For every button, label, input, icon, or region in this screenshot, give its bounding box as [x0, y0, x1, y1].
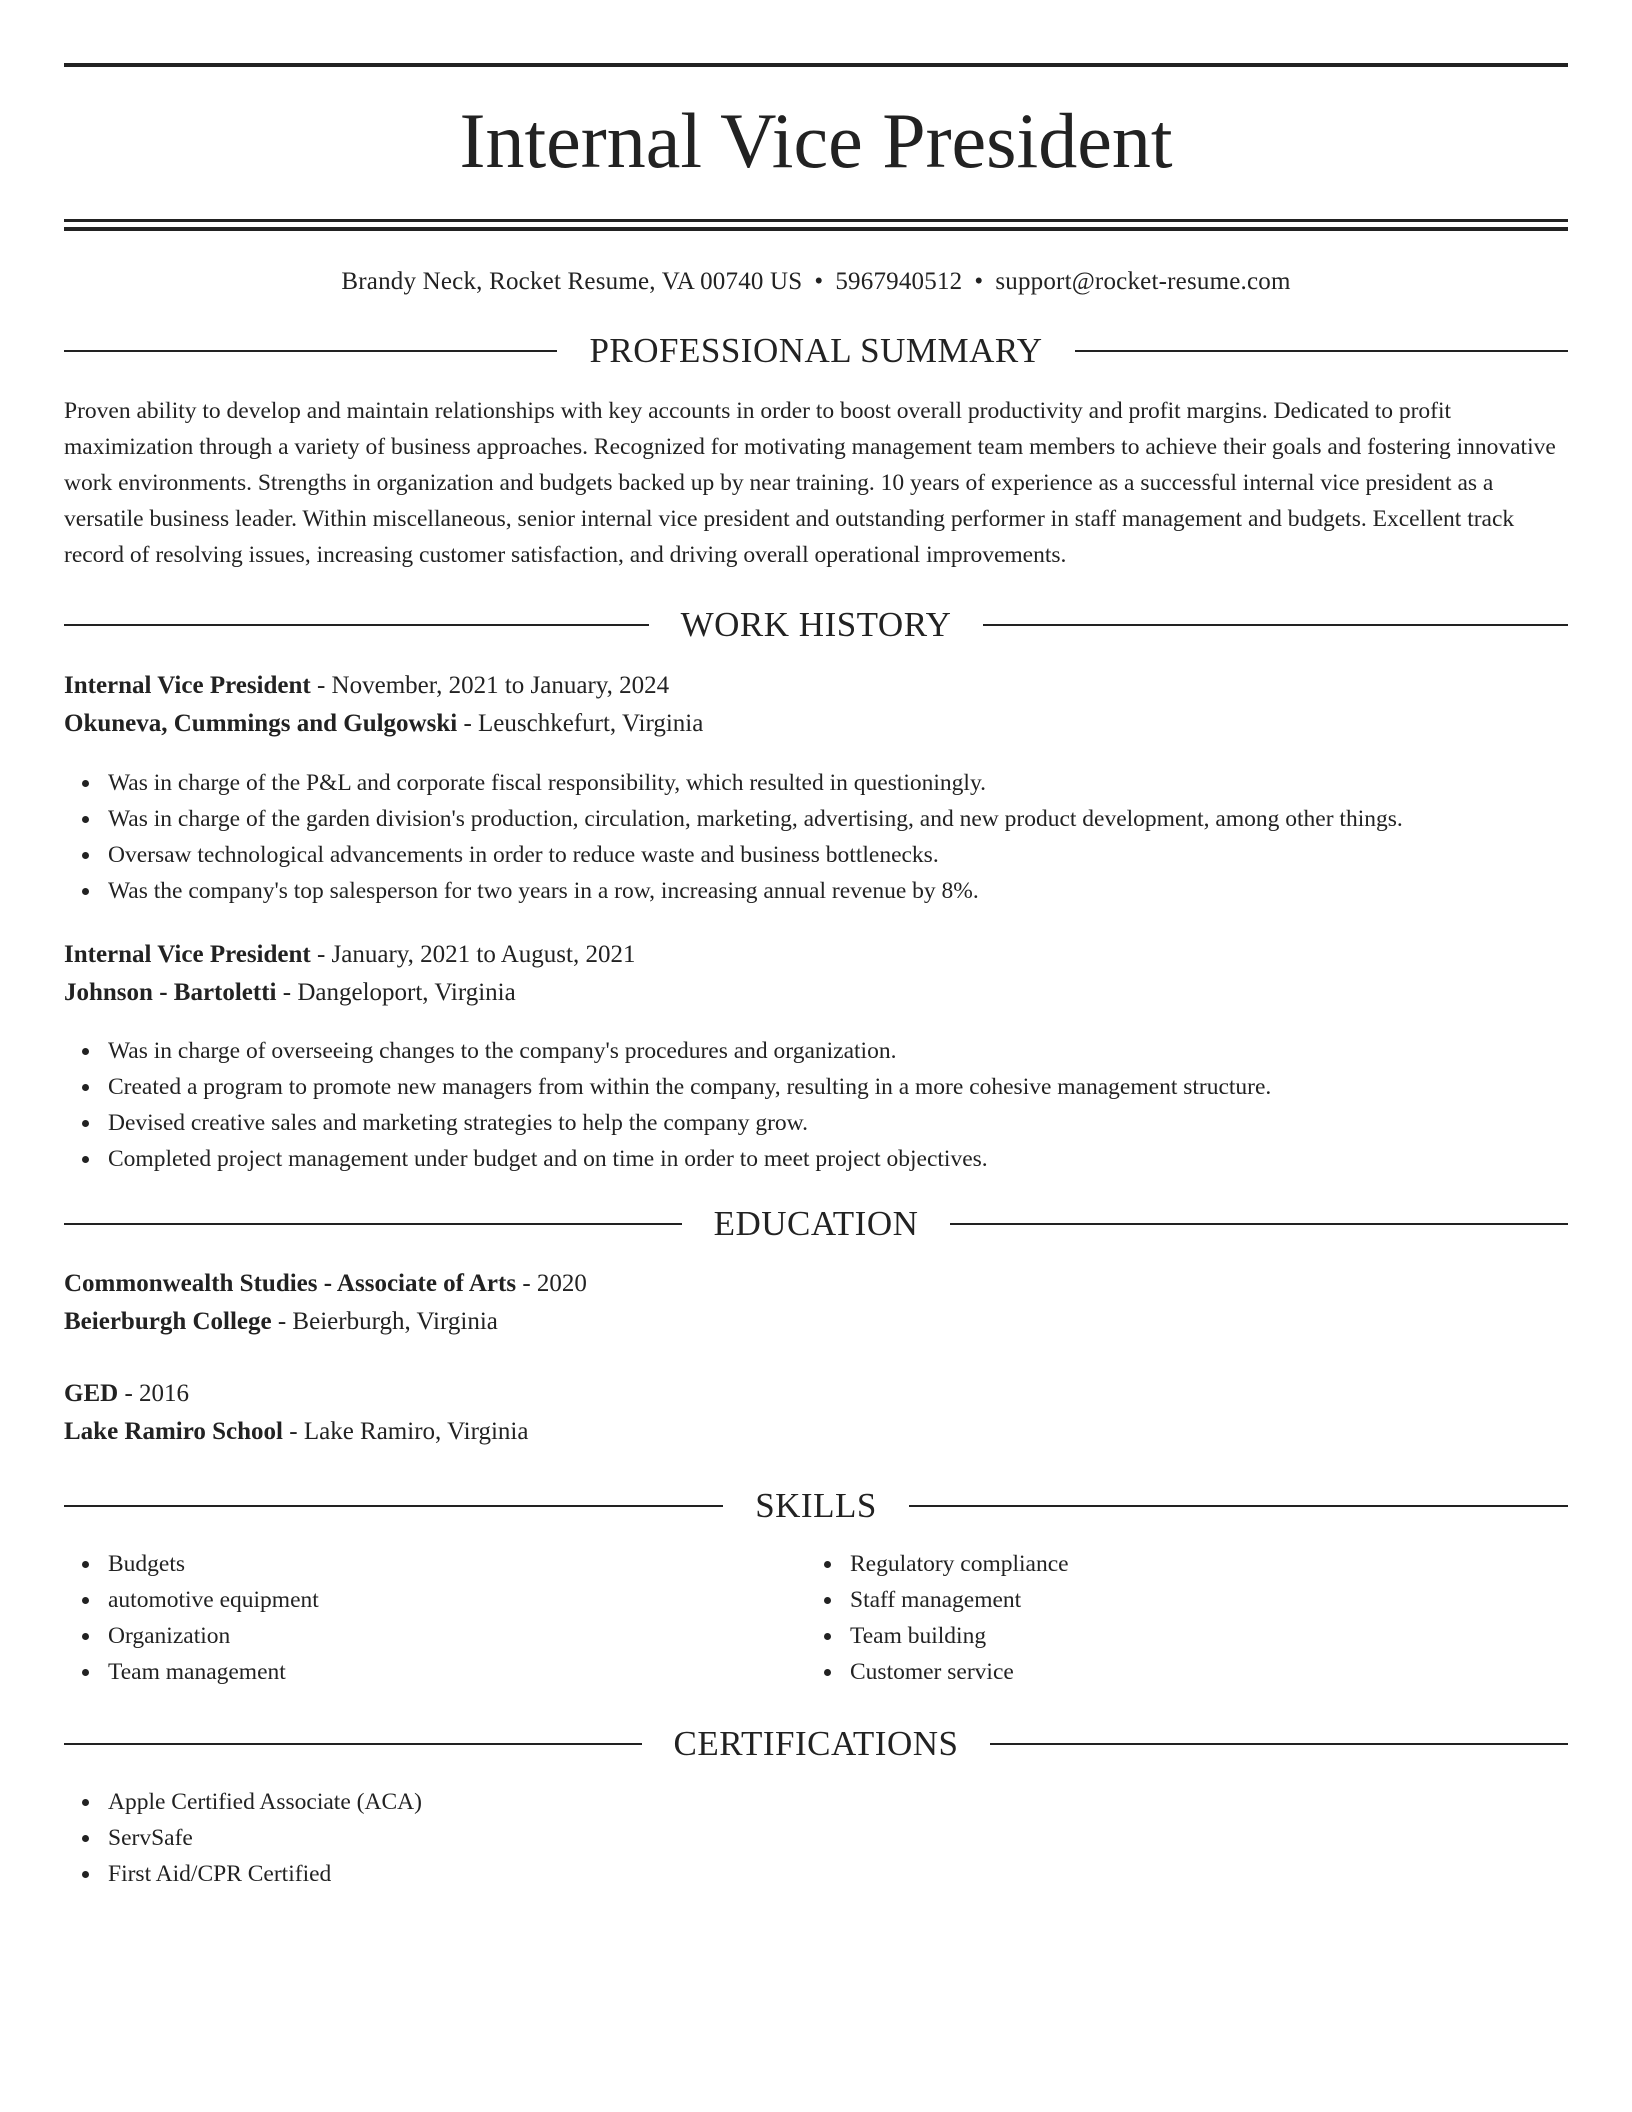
- heading-rule: [950, 1223, 1568, 1225]
- education-location: - Beierburgh, Virginia: [271, 1308, 498, 1335]
- education-year: - 2016: [118, 1380, 190, 1407]
- list-item: Was in charge of the P&L and corporate fiscal responsibility, which resulted in questioningly.: [108, 765, 1403, 801]
- contact-phone: 5967940512: [835, 268, 963, 295]
- education-entry: [64, 1375, 1568, 1451]
- contact-email: support@rocket-resume.com: [995, 268, 1291, 295]
- section-title: EDUCATION: [713, 1204, 919, 1243]
- job-company: Johnson - Bartoletti: [64, 979, 277, 1006]
- certifications-list: [64, 1784, 422, 1892]
- list-item: Oversaw technological advancements in order to reduce waste and business bottlenecks.: [108, 837, 1403, 873]
- resume-name: Internal Vice President: [459, 97, 1173, 184]
- job-position: Internal Vice President: [64, 941, 311, 968]
- job-bullets: [64, 765, 1403, 909]
- section-title: PROFESSIONAL SUMMARY: [589, 331, 1043, 370]
- education-school-line: [64, 1303, 1568, 1341]
- heading-rule: [990, 1743, 1568, 1745]
- section-work-heading: [64, 605, 1568, 645]
- education-school-line: [64, 1413, 1568, 1451]
- summary-text: Proven ability to develop and maintain relationships with key accounts in order to boost overall productivity and profit margins. Dedicated to profit maximization through a variety of business approaches. Recognized for motivating management team members to achieve their goals and fostering innovative work environments. Strengths in organization and budgets backed up by near training. 10 years of experience as a successful internal vice president as a versatile business leader. Within miscellaneous, senior internal vice president and outstanding performer in staff management and budgets. Excellent track record of resolving issues, increasing customer satisfaction, and driving overall operational improvements.: [64, 398, 1556, 568]
- heading-rule: [983, 624, 1568, 626]
- education-degree: Commonwealth Studies - Associate of Arts: [64, 1270, 517, 1297]
- job-location: - Leuschkefurt, Virginia: [457, 710, 704, 737]
- list-item: Completed project management under budget and on time in order to meet project objectives.: [108, 1141, 1271, 1177]
- list-item: Was in charge of the garden division's production, circulation, marketing, advertising, and new product development, among other things.: [108, 801, 1403, 837]
- job-company-line: [64, 974, 1568, 1012]
- education-school: Beierburgh College: [64, 1308, 272, 1335]
- contact-separator: •: [974, 268, 984, 295]
- job-title-line: [64, 667, 1568, 705]
- section-title: CERTIFICATIONS: [673, 1724, 959, 1763]
- contact-separator: •: [814, 268, 824, 295]
- section-title: SKILLS: [755, 1486, 877, 1525]
- skill-item: automotive equipment: [108, 1582, 319, 1618]
- list-item: Was in charge of overseeing changes to the company's procedures and organization.: [108, 1033, 1271, 1069]
- heading-rule: [64, 1743, 642, 1745]
- section-summary-heading: [64, 331, 1568, 371]
- skill-item: Team building: [850, 1618, 1069, 1654]
- education-school: Lake Ramiro School: [64, 1418, 283, 1445]
- list-item: Devised creative sales and marketing strategies to help the company grow.: [108, 1105, 1271, 1141]
- job-location: - Dangeloport, Virginia: [276, 979, 516, 1006]
- job-bullets: [64, 1033, 1271, 1177]
- skill-item: Organization: [108, 1618, 319, 1654]
- skill-item: Team management: [108, 1654, 319, 1690]
- heading-rule: [1075, 350, 1568, 352]
- education-degree-line: [64, 1265, 1568, 1303]
- education-degree-line: [64, 1375, 1568, 1413]
- education-year: - 2020: [516, 1270, 587, 1297]
- job-dates: - November, 2021 to January, 2024: [310, 672, 670, 699]
- skill-item: Staff management: [850, 1582, 1069, 1618]
- job-company: Okuneva, Cummings and Gulgowski: [64, 710, 458, 737]
- heading-rule: [64, 1505, 723, 1507]
- list-item: Was the company's top salesperson for two years in a row, increasing annual revenue by 8%.: [108, 873, 1403, 909]
- contact-line: [64, 265, 1568, 299]
- section-title: WORK HISTORY: [680, 605, 952, 644]
- certification-item: Apple Certified Associate (ACA): [108, 1784, 422, 1820]
- heading-rule: [909, 1505, 1568, 1507]
- top-rule: [64, 63, 1568, 67]
- section-certifications-heading: [64, 1724, 1568, 1764]
- education-degree: GED: [64, 1380, 119, 1407]
- job-entry: [64, 936, 1568, 1012]
- heading-rule: [64, 350, 557, 352]
- double-rule: [64, 219, 1568, 231]
- resume-page: [64, 63, 1568, 1887]
- heading-rule: [64, 624, 649, 626]
- job-company-line: [64, 705, 1568, 743]
- skill-item: Budgets: [108, 1546, 319, 1582]
- skill-item: Regulatory compliance: [850, 1546, 1069, 1582]
- certification-item: ServSafe: [108, 1820, 422, 1856]
- skill-item: Customer service: [850, 1654, 1069, 1690]
- section-education-heading: [64, 1204, 1568, 1244]
- list-item: Created a program to promote new managers from within the company, resulting in a more cohesive management structure.: [108, 1069, 1271, 1105]
- skills-list-right: [806, 1546, 1069, 1690]
- job-dates: - January, 2021 to August, 2021: [310, 941, 636, 968]
- job-entry: [64, 667, 1568, 743]
- skills-list-left: [64, 1546, 319, 1690]
- section-skills-heading: [64, 1486, 1568, 1526]
- heading-rule: [64, 1223, 682, 1225]
- job-title-line: [64, 936, 1568, 974]
- contact-address: Brandy Neck, Rocket Resume, VA 00740 US: [341, 268, 803, 295]
- job-position: Internal Vice President: [64, 672, 311, 699]
- education-location: - Lake Ramiro, Virginia: [283, 1418, 529, 1445]
- education-entry: [64, 1265, 1568, 1341]
- certification-item: First Aid/CPR Certified: [108, 1856, 422, 1892]
